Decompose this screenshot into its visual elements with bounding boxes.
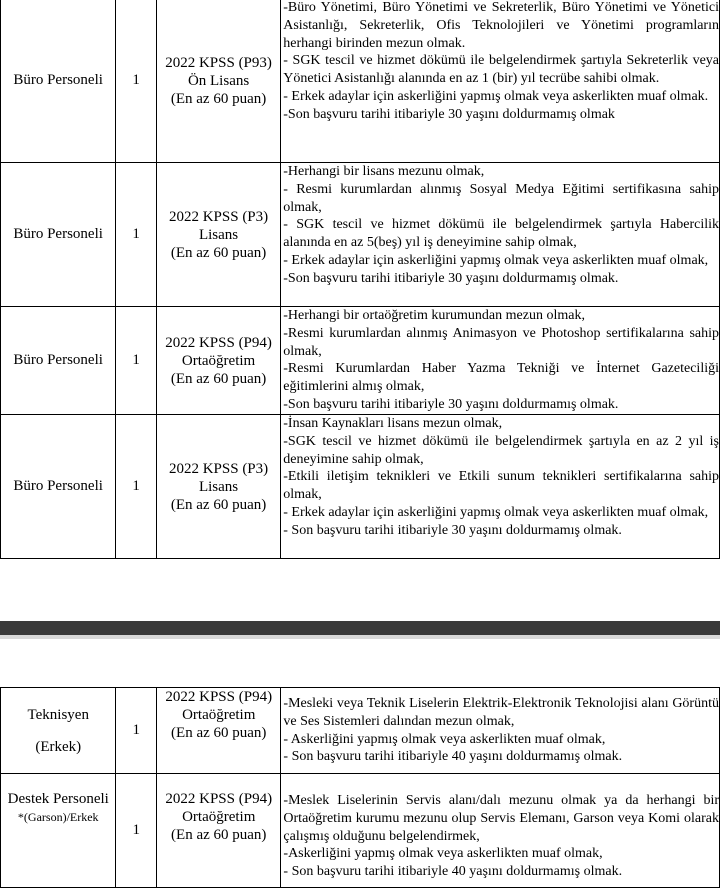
table-row — [1, 0, 720, 163]
table-row — [1, 415, 720, 559]
exam-cell — [156, 0, 280, 163]
table-row — [1, 307, 720, 415]
exam-level: Ortaöğretim — [181, 352, 256, 369]
position-cell — [1, 774, 116, 888]
exam-score: (En az 60 puan) — [170, 496, 267, 513]
exam-score: (En az 60 puan) — [171, 725, 267, 741]
requirement-item: - Erkek adaylar için askerliğini yapmış olmak veya askerlikten muaf olmak, — [283, 252, 709, 268]
exam-score: (En az 60 puan) — [170, 90, 267, 107]
requirement-item: -Son başvuru tarihi itibariyle 30 yaşını doldurmamış olmak. — [283, 396, 619, 412]
count-cell: 1 — [116, 415, 157, 559]
requirement-item: -Herhangi bir ortaöğretim kurumundan mezun olmak, — [283, 308, 585, 323]
count-cell: 1 — [116, 688, 157, 774]
requirement-item: - SGK tescil ve hizmet dökümü ile belgelendirmek şartıyla Sekreterlik veya Yönetici Asistanlığı alanında en az 1 (bir) yıl tecrübe sahibi olmak. — [283, 53, 719, 87]
position-cell: Büro Personeli — [1, 163, 116, 307]
exam-code: 2022 KPSS (P94) — [165, 334, 272, 351]
exam-code: 2022 KPSS (P93) — [165, 54, 272, 71]
requirement-item: - SGK tescil ve hizmet dökümü ile belgelendirmek şartıyla Habercilik alanında en az 5(beş) yıl iş deneyimine sahip olmak, — [283, 217, 719, 251]
requirement-item: -Herhangi bir lisans mezunu olmak, — [283, 164, 485, 179]
requirement-item: -Mesleki veya Teknik Liselerin Elektrik-Elektronik Teknolojisi alanı Görüntü ve Ses Sistemleri dalından mezun olmak, — [283, 695, 719, 729]
exam-cell — [156, 415, 280, 559]
requirements-cell — [281, 415, 720, 559]
position-cell: Büro Personeli — [1, 0, 116, 163]
requirement-item: -SGK tescil ve hizmet dökümü ile belgelendirmek şartıyla en az 2 yıl iş deneyimine sahip olmak, — [283, 433, 719, 467]
exam-level: Ortaöğretim — [182, 809, 256, 825]
exam-score: (En az 60 puan) — [170, 244, 267, 261]
requirements-cell — [281, 163, 720, 307]
requirement-item: - Son başvuru tarihi itibariyle 40 yaşını doldurmamış olmak. — [283, 749, 623, 765]
requirement-item: - Erkek adaylar için askerliğini yapmış olmak veya askerlikten muaf olmak, — [283, 504, 709, 520]
exam-code: 2022 KPSS (P94) — [165, 689, 273, 705]
exam-code: 2022 KPSS (P3) — [168, 208, 269, 225]
requirement-item: -İnsan Kaynakları lisans mezun olmak, — [283, 416, 503, 431]
exam-cell — [156, 307, 280, 415]
exam-level: Ön Lisans — [187, 72, 250, 89]
exam-cell — [157, 688, 281, 774]
page-divider — [0, 621, 720, 635]
exam-cell — [157, 774, 281, 888]
position-title: Teknisyen — [27, 706, 89, 723]
position-cell: Büro Personeli — [1, 415, 116, 559]
requirement-item: -Resmi Kurumlardan Haber Yazma Tekniği ve İnternet Gazeteciliği eğitimlerini almış olmak, — [283, 361, 719, 395]
table-row — [1, 774, 720, 888]
count-cell: 1 — [116, 307, 157, 415]
exam-code: 2022 KPSS (P94) — [165, 791, 273, 807]
count-cell: 1 — [116, 0, 157, 163]
exam-code: 2022 KPSS (P3) — [168, 460, 269, 477]
requirement-item: - Erkek adaylar için askerliğini yapmış olmak veya askerlikten muaf olmak. — [283, 88, 709, 104]
requirements-cell — [281, 307, 720, 415]
requirements-cell — [281, 688, 720, 774]
requirement-item: - Son başvuru tarihi itibariyle 40 yaşını doldurmamış olmak. — [283, 864, 623, 880]
requirement-item: -Son başvuru tarihi itibariyle 30 yaşını doldurmamış olmak. — [283, 270, 619, 286]
requirements-cell — [281, 774, 720, 888]
position-cell — [1, 688, 116, 774]
count-cell: 1 — [116, 774, 157, 888]
exam-cell — [156, 163, 280, 307]
requirement-item: - Resmi kurumlardan alınmış Sosyal Medya Eğitimi sertifikasına sahip olmak, — [283, 181, 719, 215]
position-qualifier: (Erkek) — [35, 738, 82, 755]
position-qualifier: *(Garson)/Erkek — [17, 810, 99, 824]
requirement-item: -Askerliğini yapmış olmak veya askerlikten muaf olmak, — [283, 846, 603, 862]
exam-level: Ortaöğretim — [182, 707, 256, 723]
position-title: Destek Personeli — [7, 791, 109, 807]
exam-level: Lisans — [198, 478, 239, 495]
table-row — [1, 163, 720, 307]
exam-score: (En az 60 puan) — [170, 370, 267, 387]
requirement-item: -Meslek Liselerinin Servis alanı/dalı mezunu olmak ya da herhangi bir Ortaöğretim kurumu mezunu olup Servis Elemanı, Garson veya Komi olarak çalışmış olduğunu belgelendirmek, — [283, 793, 719, 844]
requirement-item: -Son başvuru tarihi itibariyle 30 yaşını doldurmamış olmak — [283, 106, 615, 122]
count-cell: 1 — [116, 163, 157, 307]
table-row — [1, 688, 720, 774]
requirement-item: -Resmi kurumlardan alınmış Animasyon ve Photoshop sertifikalarına sahip olmak, — [283, 325, 719, 359]
requirement-item: -Etkili iletişim teknikleri ve Etkili sunum teknikleri sertifikalarına sahip olmak, — [283, 469, 719, 503]
position-cell: Büro Personeli — [1, 307, 116, 415]
requirement-item: - Son başvuru tarihi itibariyle 30 yaşını doldurmamış olmak. — [283, 522, 622, 538]
page-divider-shadow — [0, 635, 720, 639]
requirement-item: - Askerliğini yapmış olmak veya askerlikten muaf olmak, — [283, 731, 606, 747]
positions-table-2 — [0, 687, 720, 888]
requirements-cell — [281, 0, 720, 163]
exam-level: Lisans — [198, 226, 239, 243]
requirement-item: -Büro Yönetimi, Büro Yönetimi ve Sekreterlik, Büro Yönetimi ve Yönetici Asistanlığı, Sekreterlik, Ofis Teknolojileri ve Yönetimi programların herhangi birinden mezun olmak. — [283, 0, 719, 51]
exam-score: (En az 60 puan) — [171, 827, 267, 843]
